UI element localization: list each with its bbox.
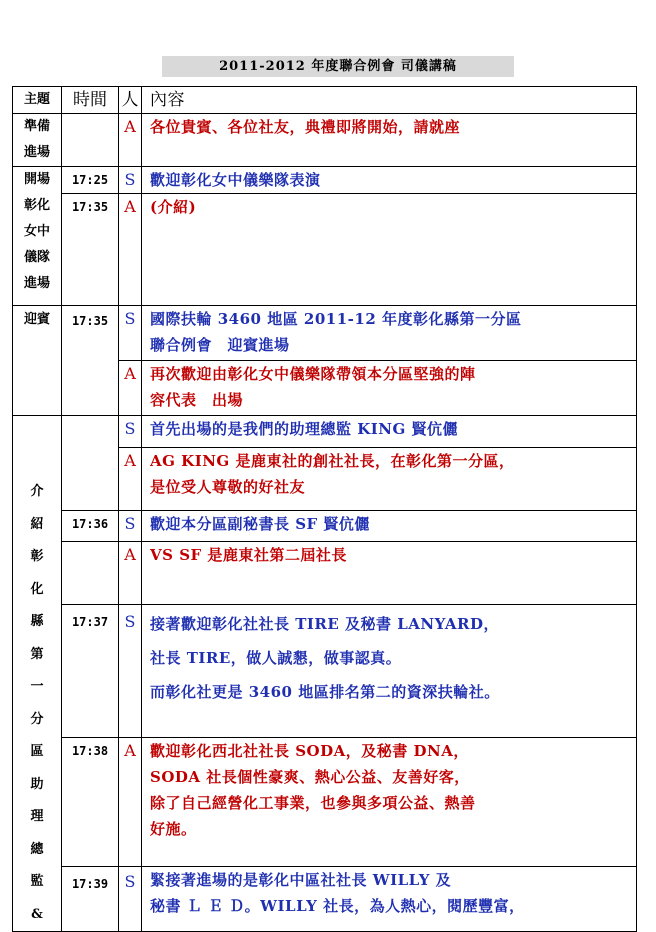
document-title: 2011-2012 年度聯合例會 司儀講稿 xyxy=(162,56,514,77)
content-cell: 國際扶輪 3460 地區 2011-12 年度彰化縣第一分區 聯合例會 迎賓進場 xyxy=(142,306,637,361)
script-table xyxy=(12,86,637,932)
table-row xyxy=(13,866,637,931)
time-cell: 17:25 xyxy=(62,167,119,194)
content-cell: 歡迎彰化西北社社長 SODA，及秘書 DNA， SODA 社長個性豪爽、熱心公益、友善好客， 除了自己經營化工事業，也參與多項公益、熱善 好施。 xyxy=(142,738,637,866)
role-cell: A xyxy=(119,447,142,510)
time-cell xyxy=(62,416,119,511)
table-header-row xyxy=(13,87,637,114)
content-cell: 再次歡迎由彰化女中儀樂隊帶領本分區堅強的陣 容代表 出場 xyxy=(142,361,637,416)
header-time: 時間 xyxy=(62,87,119,114)
table-row xyxy=(13,605,637,738)
table-row xyxy=(13,510,637,542)
content-cell: 各位貴賓、各位社友，典禮即將開始，請就座 xyxy=(142,114,637,167)
topic-cell: 準備 進場 xyxy=(13,114,62,167)
header-content: 內容 xyxy=(142,87,637,114)
content-cell: VS SF 是鹿東社第二屆社長 xyxy=(142,542,637,605)
table-row xyxy=(13,194,637,306)
role-cell: A xyxy=(119,114,142,167)
time-cell xyxy=(62,542,119,605)
content-cell: 接著歡迎彰化社社長 TIRE 及秘書 LANYARD， 社長 TIRE，做人誠懇，做事認真。 而彰化社更是 3460 地區排名第二的資深扶輪社。 xyxy=(142,605,637,738)
content-cell: 首先出場的是我們的助理總監 KING 賢伉儷 xyxy=(142,416,637,448)
table-row xyxy=(13,416,637,448)
time-cell: 17:37 xyxy=(62,605,119,738)
time-cell: 17:38 xyxy=(62,738,119,866)
table-row xyxy=(13,114,637,167)
topic-cell: 介 紹 彰 化 縣 第 一 分 區 助 理 總 監 & xyxy=(13,416,62,932)
content-cell: 歡迎彰化女中儀樂隊表演 xyxy=(142,167,637,194)
table-row xyxy=(13,542,637,605)
role-cell: S xyxy=(119,167,142,194)
time-cell: 17:36 xyxy=(62,510,119,542)
role-cell: S xyxy=(119,510,142,542)
role-cell: S xyxy=(119,416,142,448)
content-cell: (介紹) xyxy=(142,194,637,306)
role-cell: A xyxy=(119,542,142,605)
table-row xyxy=(13,738,637,866)
topic-cell: 開場 彰化 女中 儀隊 進場 xyxy=(13,167,62,306)
header-role: 人 xyxy=(119,87,142,114)
role-cell: S xyxy=(119,605,142,738)
content-cell: 歡迎本分區副秘書長 SF 賢伉儷 xyxy=(142,510,637,542)
time-cell xyxy=(62,114,119,167)
role-cell: S xyxy=(119,306,142,361)
time-cell: 17:35 xyxy=(62,306,119,416)
role-cell: S xyxy=(119,866,142,931)
table-row xyxy=(13,306,637,361)
header-topic: 主題 xyxy=(13,87,62,114)
role-cell: A xyxy=(119,738,142,866)
role-cell: A xyxy=(119,361,142,416)
time-cell: 17:35 xyxy=(62,194,119,306)
topic-cell: 迎賓 xyxy=(13,306,62,416)
content-cell: 緊接著進場的是彰化中區社社長 WILLY 及 秘書 Ｌ Ｅ Ｄ。WILLY 社長，為人熱心，閱歷豐富， xyxy=(142,866,637,931)
time-cell: 17:39 xyxy=(62,866,119,931)
table-row xyxy=(13,167,637,194)
role-cell: A xyxy=(119,194,142,306)
content-cell: AG KING 是鹿東社的創社社長，在彰化第一分區， 是位受人尊敬的好社友 xyxy=(142,447,637,510)
